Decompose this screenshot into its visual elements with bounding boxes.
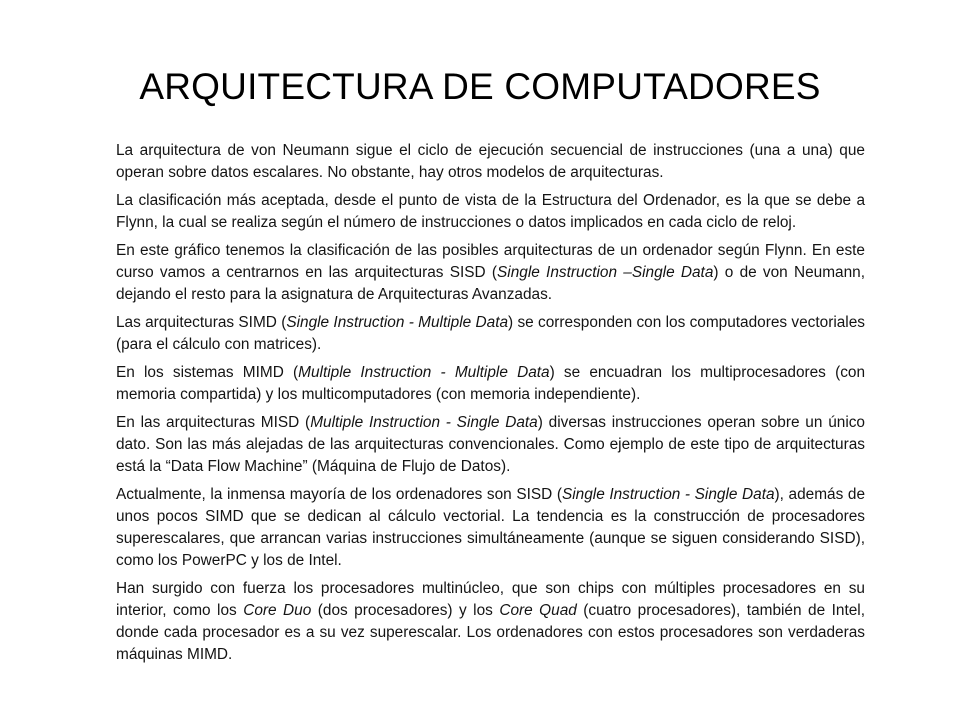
- text-run: En este gráfico tenemos la clasificación de las posibles arquitecturas de un ordenador según Flynn. En este curso vamos a centrarnos en las arquitecturas SISD (: [116, 242, 865, 281]
- italic-term: Multiple Instruction - Multiple Data: [298, 364, 550, 381]
- paragraph: [116, 362, 865, 406]
- paragraph: [116, 484, 865, 572]
- italic-term: Core Duo: [243, 602, 312, 619]
- text-run: ) diversas instrucciones operan sobre un único dato. Son las más alejadas de las arquitecturas convencionales. Como ejemplo de este tipo de arquitecturas está la “Data Flow Machine” (Máquina de Flujo de Datos).: [116, 414, 865, 475]
- paragraph: [116, 240, 865, 306]
- italic-term: Single Instruction - Multiple Data: [286, 314, 509, 331]
- text-run: ) se encuadran los multiprocesadores (con memoria compartida) y los multicomputadores (con memoria independiente).: [116, 364, 866, 403]
- italic-term: Core Quad: [499, 602, 577, 619]
- text-run: ), además de unos pocos SIMD que se dedican al cálculo vectorial. La tendencia es la construcción de procesadores superescalares, que arrancan varias instrucciones simultáneamente (aunque se siguen considerando SISD), como los PowerPC y los de Intel.: [116, 486, 866, 569]
- paragraph: [116, 140, 865, 184]
- text-run: En las arquitecturas MISD (: [116, 414, 311, 431]
- text-run: (dos procesadores) y los: [311, 602, 500, 619]
- text-run: La arquitectura de von Neumann sigue el ciclo de ejecución secuencial de instrucciones (una a una) que operan sobre datos escalares. No obstante, hay otros modelos de arquitecturas.: [116, 142, 865, 181]
- italic-term: Single Instruction –Single Data: [497, 264, 714, 281]
- paragraph: [116, 312, 865, 356]
- text-run: (cuatro procesadores), también de Intel, donde cada procesador es a su vez superescalar. Los ordenadores con estos procesadores son verdaderas máquinas MIMD.: [116, 602, 865, 663]
- italic-term: Single Instruction - Single Data: [561, 486, 775, 503]
- text-run: Las arquitecturas SIMD (: [116, 314, 287, 331]
- paragraph: [116, 412, 865, 478]
- text-run: Han surgido con fuerza los procesadores multinúcleo, que son chips con múltiples procesadores en su interior, como los: [116, 580, 865, 619]
- text-run: Actualmente, la inmensa mayoría de los ordenadores son SISD (: [116, 486, 562, 503]
- text-run: ) o de von Neumann, dejando el resto para la asignatura de Arquitecturas Avanzadas.: [116, 264, 865, 303]
- italic-term: Multiple Instruction - Single Data: [310, 414, 538, 431]
- text-run: ) se corresponden con los computadores vectoriales (para el cálculo con matrices).: [116, 314, 865, 353]
- slide-title: ARQUITECTURA DE COMPUTADORES: [139, 66, 821, 107]
- paragraph: [116, 578, 865, 666]
- text-run: En los sistemas MIMD (: [116, 364, 299, 381]
- text-run: La clasificación más aceptada, desde el punto de vista de la Estructura del Ordenador, es la que se debe a Flynn, la cual se realiza según el número de instrucciones o datos implicados en cada ciclo de reloj.: [116, 192, 865, 231]
- paragraph: [116, 190, 865, 234]
- slide-body: [116, 140, 865, 672]
